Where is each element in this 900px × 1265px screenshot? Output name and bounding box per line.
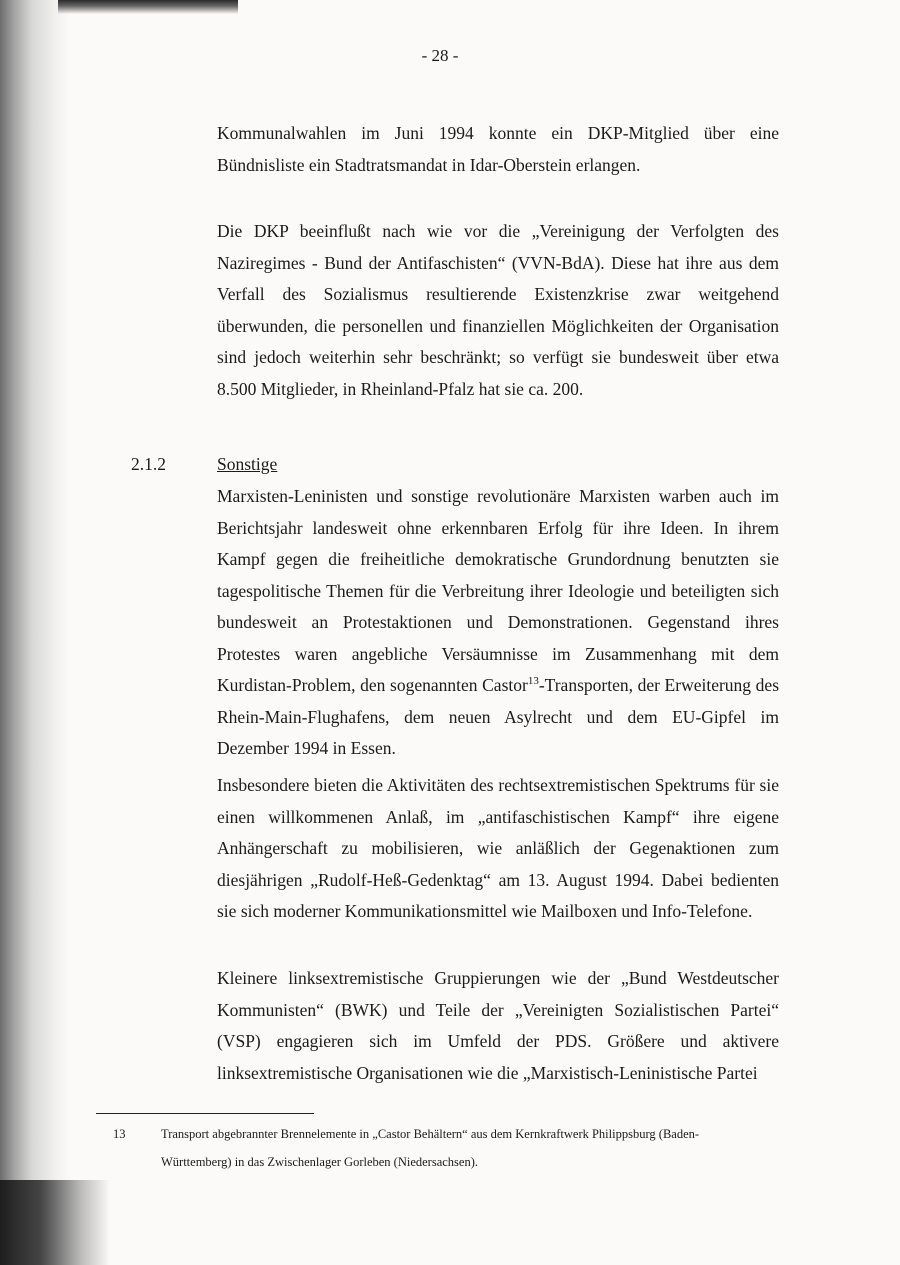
paragraph-text-part: Marxisten-Leninisten und sonstige revolutionäre Marxisten warben auch im Berichtsjahr landesweit ohne erkennbaren Erfolg für ihre Ideen. In ihrem Kampf gegen die freiheitliche demokratische Grundordnung benutzten sie tagespolitische Themen für die Verbreitung ihrer Ideologie und beteiligten sich bundesweit an Protestaktionen und Demonstrationen. Gegenstand ihres Protestes waren angebliche Versäumnisse im Zusammenhang mit dem Kurdistan-Problem, den sogenannten Castor bbox=[217, 486, 779, 695]
page-number: - 28 - bbox=[421, 46, 459, 65]
scan-binding-shadow bbox=[0, 0, 70, 1265]
paragraph-marxisten-leninisten bbox=[217, 481, 779, 765]
paragraph-vvn-bda: Die DKP beeinflußt nach wie vor die „Vereinigung der Verfolgten des Naziregimes - Bund der Antifaschisten“ (VVN-BdA). Diese hat ihre aus dem Verfall des Sozialismus resultierende Existenzkrise zwar weitgehend überwunden, die personellen und finanziellen Möglichkeiten der Organisation sind jedoch weiterhin sehr beschränkt; so verfügt sie bundesweit über etwa 8.500 Mitglieder, in Rheinland-Pfalz hat sie ca. 200. bbox=[217, 221, 779, 399]
footnote-divider bbox=[96, 1113, 314, 1114]
scan-top-edge bbox=[58, 0, 238, 14]
section-title: Sonstige bbox=[217, 454, 278, 474]
paragraph-text-part: -Transporten, der Erweiterung des Rhein-Main-Flughafens, dem neuen Asylrecht und dem EU-Gipfel im Dezember 1994 in Essen. bbox=[217, 675, 779, 758]
paragraph-kommunalwahlen: Kommunalwahlen im Juni 1994 konnte ein DKP-Mitglied über eine Bündnisliste ein Stadtratsmandat in Idar-Oberstein erlangen. bbox=[217, 123, 779, 175]
footnote-reference: 13 bbox=[527, 675, 539, 688]
paragraph-aktivitaeten: Insbesondere bieten die Aktivitäten des rechtsextremistischen Spektrums für sie einen willkommenen Anlaß, im „antifaschistischen Kampf“ ihre eigene Anhängerschaft zu mobilisieren, wie anläßlich der Gegenaktionen zum diesjährigen „Rudolf-Heß-Gedenktag“ am 13. August 1994. Dabei bedienten sie sich moderner Kommunikationsmittel wie Mailboxen und Info-Telefone. bbox=[217, 775, 779, 921]
footnote-number: 13 bbox=[113, 1127, 126, 1141]
paragraph-kleinere-gruppierungen: Kleinere linksextremistische Gruppierungen wie der „Bund Westdeutscher Kommunisten“ (BWK) und Teile der „Vereinigten Sozialistischen Partei“ (VSP) engagieren sich im Umfeld der PDS. Größere und aktivere linksextremistische Organisationen wie die „Marxistisch-Leninistische Partei bbox=[217, 968, 779, 1083]
footnote-text: Transport abgebrannter Brennelemente in „Castor Behältern“ aus dem Kernkraftwerk Philippsburg (Baden-Württemberg) in das Zwischenlager Gorleben (Niedersachsen). bbox=[161, 1127, 700, 1169]
scan-corner-shadow bbox=[0, 1180, 110, 1265]
section-number: 2.1.2 bbox=[131, 454, 166, 474]
